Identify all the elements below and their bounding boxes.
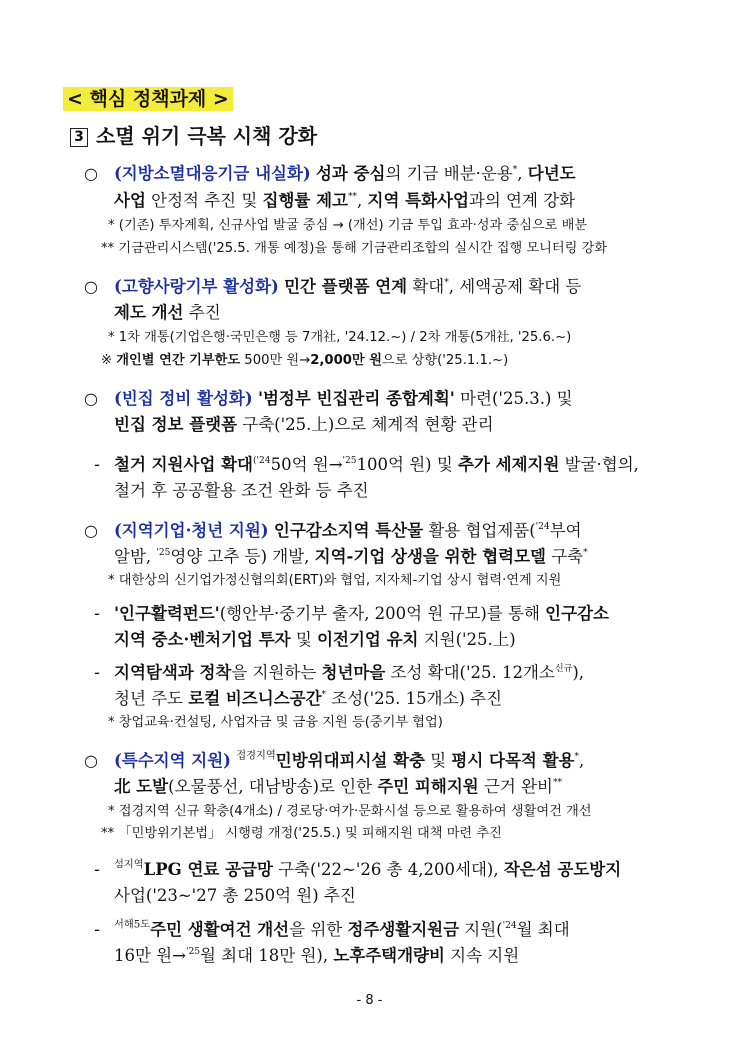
p2-t4: 제도 개선 (114, 303, 184, 322)
p5-t5: 北 도발 (114, 777, 169, 796)
p5-t1: 민방위대피시설 확충 (275, 751, 425, 770)
circle-bullet-icon: ○ (84, 277, 98, 296)
p4-dash2-line2 (114, 685, 502, 709)
p2-t3: , 세액공제 확대 등 (448, 277, 582, 296)
page-header (63, 84, 233, 111)
p5-t7: 주민 피해지원 (377, 777, 479, 796)
p4-note2-text: 창업교육·컨설팅, 사업자금 및 금융 지원 등(중기부 협업) (118, 715, 443, 730)
p1-note2-text: 기금관리시스템('25.5. 개통 예정)을 통해 기금관리조합의 실시간 집행 모니터링 강화 (118, 241, 608, 256)
p4-d2-t5: 조성('25. 15개소) 추진 (326, 689, 503, 708)
circle-bullet-icon: ○ (84, 521, 98, 540)
p3-line2 (114, 411, 494, 435)
p5-d2-b2: 정주생활지원금 (347, 920, 460, 939)
p5-d1-t1: 구축('22~'26 총 4,200세대), (272, 860, 504, 879)
p3-d1-s1: ('24 (253, 456, 271, 467)
p4-label: (지역기업·청년 지원) (114, 521, 269, 540)
p4-d2-b3: 로컬 비즈니스공간 (188, 689, 322, 708)
p5-dash2-line2 (114, 942, 519, 966)
chevron-right-icon: > (212, 88, 229, 110)
p4-d1-b4: 이전기업 유치 (317, 630, 419, 649)
p4-t5: 영양 고추 등) 개발, (170, 547, 315, 566)
p4-note2 (108, 711, 443, 730)
p4-note1 (108, 569, 561, 588)
note-mark: * (108, 804, 115, 819)
p4-sup2: * (321, 690, 327, 701)
p3-t2: 마련('25.3.) 및 (454, 389, 573, 408)
p5-t2: 및 (424, 751, 452, 770)
p2-note1 (108, 326, 571, 345)
p5-note2-text: 「민방위기본법」 시행령 개정('25.5.) 및 피해지원 대책 마련 추진 (118, 826, 502, 841)
p4-d2-t3: ), (572, 663, 585, 682)
p4-d2-s: 신규 (554, 664, 573, 675)
p1-t1: 성과 중심 (315, 164, 386, 183)
p5-t8: 근거 완비 (478, 777, 553, 796)
p4-t2: 활용 협업제품( (423, 521, 536, 540)
p5-d2-t1: 을 위한 (289, 920, 348, 939)
p5-note2 (101, 822, 502, 841)
page-number: - 8 - (356, 993, 383, 1008)
p4-dash1-line2 (114, 626, 516, 650)
p5-note1-text: 접경지역 신규 확충(4개소) / 경로당·여가·문화시설 등으로 활용하여 생활여건 개선 (118, 804, 592, 819)
p1-label: (지방소멸대응기금 내실화) (114, 164, 311, 183)
p4-d1-b: '인구활력펀드' (114, 604, 220, 623)
p4-sup1: * (583, 548, 588, 559)
note-mark: * (108, 218, 115, 233)
p4-d1-t3: 지원('25.上) (418, 630, 516, 649)
p4-t1: 인구감소지역 특산물 (273, 521, 424, 540)
p2-ref (101, 349, 508, 368)
p5-t4: , (578, 751, 585, 770)
p4-d2-b: 지역탐색과 정착 (114, 663, 232, 682)
p4-d2-t4: 청년 주도 (114, 689, 189, 708)
p5-d2-b: 주민 생활여건 개선 (150, 920, 290, 939)
p5-d2-s3: '25 (185, 947, 200, 958)
p3-d1-t2: 100억 원) 및 (356, 455, 459, 474)
p4-d2-t1: 을 지원하는 (231, 663, 322, 682)
section-title: 소멸 위기 극복 시책 강화 (96, 124, 318, 148)
p5-d2-s2: '24 (502, 921, 517, 932)
p2-ref-t1: 500만 원→ (240, 353, 311, 368)
p4-t4: 알밤, (114, 547, 157, 566)
dash-bullet: - (94, 663, 100, 682)
p2-ref-b: 개인별 연간 기부한도 (116, 353, 241, 368)
note2-mark: ** (101, 826, 115, 841)
p2-t1: 민간 플랫폼 연계 (284, 277, 408, 296)
p3-t1: '범정부 빈집관리 종합계획' (257, 389, 455, 408)
p5-t6: (오물풍선, 대남방송)로 인한 (168, 777, 378, 796)
p4-d2-t2: 조성 확대('25. 12개소 (385, 663, 555, 682)
p1-sup2: ** (347, 192, 358, 203)
p2-t2: 확대 (407, 277, 445, 296)
p4-d1-t1: (행안부·중기부 출자, 200억 원 규모)를 통해 (219, 604, 546, 623)
p5-label: (특수지역 지원) (114, 751, 231, 770)
circle-bullet-icon: ○ (84, 164, 98, 183)
p3-dash1-line1 (94, 451, 639, 475)
p2-ref-t2: 으로 상향('25.1.1.~) (382, 353, 509, 368)
p4-t3: 부여 (549, 521, 582, 540)
p5-dash2-line1 (94, 916, 570, 940)
note-mark: * (108, 330, 115, 345)
circle-bullet-icon: ○ (84, 751, 98, 770)
p1-note1-text: (기존) 투자계획, 신규사업 발굴 중심 → (개선) 기금 투입 효과·성과 중심으로 배분 (118, 218, 588, 233)
p1-t10: 과의 연계 강화 (468, 191, 576, 210)
dash-bullet: - (94, 455, 100, 474)
p4-t6: 지역-기업 상생을 위한 협력모델 (314, 547, 546, 566)
circle-bullet-icon: ○ (84, 389, 98, 408)
p3-label: (빈집 정비 활성화) (114, 389, 253, 408)
p4-t7: 구축 (545, 547, 584, 566)
p4-d1-b3: 지역 중소·벤처기업 투자 (114, 630, 291, 649)
p2-sup1: * (444, 278, 449, 289)
p1-note2 (101, 237, 607, 256)
p2-line1 (84, 273, 581, 297)
section-number-box: 3 (70, 128, 88, 147)
p4-d1-b2: 인구감소 (545, 604, 609, 623)
dash-bullet: - (94, 920, 100, 939)
p5-line2 (114, 773, 562, 797)
p3-d1-t3: 발굴·협의, (559, 455, 639, 474)
note-mark: * (108, 573, 115, 588)
p5-d2-t6: 지속 지원 (444, 946, 520, 965)
p1-t7: 집행률 제고 (262, 191, 348, 210)
p3-d1-s2: '25 (342, 456, 357, 467)
chevron-left-icon: < (67, 88, 83, 110)
p5-t3: 평시 다목적 활용 (451, 751, 575, 770)
p3-d1-t4: 철거 후 공공활용 조건 완화 등 추진 (114, 481, 369, 500)
p5-line1 (84, 747, 584, 771)
p5-sup1: * (574, 752, 579, 763)
p5-note1 (108, 800, 592, 819)
p5-d1-b2: 작은섬 공도방지 (503, 860, 622, 879)
p1-sup1: * (512, 165, 518, 176)
p3-d1-b: 철거 지원사업 확대 (114, 455, 254, 474)
p5-d1-b: LPG 연료 공급망 (143, 860, 273, 879)
p5-dash1-line2 (114, 882, 356, 906)
section-heading (70, 120, 317, 149)
p4-t4s: '25 (156, 548, 171, 559)
p5-d2-t2: 지원( (459, 920, 503, 939)
dash-bullet: - (94, 860, 100, 879)
p2-ref-b2: 2,000만 원 (310, 353, 382, 368)
p1-line1 (84, 160, 576, 184)
p4-t2s: '24 (535, 522, 550, 533)
p4-dash2-line1 (94, 659, 584, 683)
p1-note1 (108, 214, 587, 233)
p4-line1 (84, 517, 582, 541)
note2-mark: ** (101, 241, 115, 256)
p3-t3: 빈집 정보 플랫폼 (114, 415, 238, 434)
p1-t8: , (357, 191, 368, 210)
p1-t6: 안정적 추진 및 (145, 191, 263, 210)
p1-t2: 의 기금 배분·운용 (385, 164, 513, 183)
p4-d1-t2: 및 (290, 630, 318, 649)
p5-dash1-line1 (94, 856, 621, 880)
p5-d1-s: 섬지역 (114, 859, 144, 871)
p1-t5: 사업 (114, 191, 146, 210)
p3-dash1-line2 (114, 477, 369, 501)
p1-t3: , (517, 164, 528, 183)
p4-dash1-line1 (94, 600, 609, 624)
p5-sup2: ** (552, 778, 563, 789)
dash-bullet: - (94, 604, 100, 623)
p5-d2-s: 서해5도 (114, 919, 151, 931)
p4-d2-b2: 청년마을 (321, 663, 386, 682)
note-mark: * (108, 715, 115, 730)
p5-d2-t4: 16만 원→ (114, 946, 186, 965)
p1-t9: 지역 특화사업 (367, 191, 469, 210)
p5-d2-b3: 노후주택개량비 (333, 946, 445, 965)
p4-note1-text: 대한상의 신기업가정신협의회(ERT)와 협업, 지자체-기업 상시 협력·연계 지원 (118, 573, 562, 588)
p3-t4: 구축('25.上)으로 체계적 현황 관리 (237, 415, 494, 434)
p1-t4: 다년도 (527, 164, 576, 183)
p5-d1-t2: 사업('23~'27 총 250억 원) 추진 (114, 886, 356, 905)
p2-t5: 추진 (183, 303, 221, 322)
p2-line2 (114, 299, 221, 323)
p1-line2 (114, 187, 575, 211)
p3-d1-b2: 추가 세제지원 (458, 455, 560, 474)
header-highlight (63, 87, 233, 111)
p3-d1-t1: 50억 원→ (270, 455, 343, 474)
header-title: 핵심 정책과제 (89, 88, 207, 110)
p4-line2 (114, 543, 588, 567)
p2-note1-text: 1차 개통(기업은행·국민은행 등 7개社, '24.12.~) / 2차 개통(5개社, '25.6.~) (118, 330, 572, 345)
p3-line1 (84, 385, 573, 409)
reference-mark-icon: ※ (101, 353, 113, 368)
p5-d2-t5: 월 최대 18만 원), (199, 946, 334, 965)
p5-s1: 접경지역 (236, 750, 276, 762)
p2-label: (고향사랑기부 활성화) (114, 277, 279, 296)
p5-d2-t3: 월 최대 (516, 920, 570, 939)
